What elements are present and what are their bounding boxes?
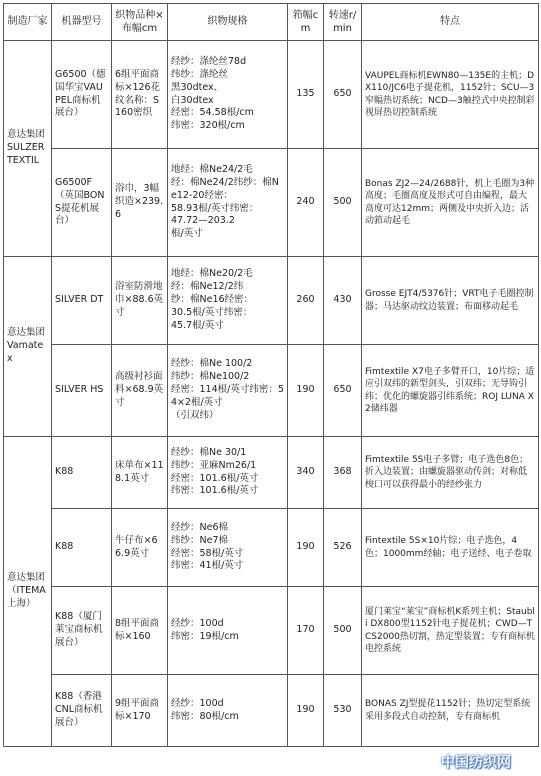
table-row: [4, 675, 539, 747]
header-model: 机器型号: [52, 4, 112, 41]
features-cell: Fimtextile 5S电子多臂；电子选色8色；折入边装置；由螺旋器驱动传剑；对称低梭口可以获得最小的经纱张力: [362, 437, 539, 509]
model-cell: K88（厦门莱宝商标机展台）: [52, 587, 112, 675]
maker-cell: 意达集团（ITEMA上海）: [4, 437, 52, 747]
spec-text: 经纱：棉Ne 30/1 纬纱：亚麻Nm26/1 经密：101.6根/英寸 纬密：101.6根/英寸: [171, 446, 259, 497]
speed-cell: 368: [324, 437, 362, 509]
fabric-cell: 9组平面商标×170: [112, 675, 168, 747]
spec-cell: [168, 345, 288, 437]
features-cell: Grosse EJT4/5376针；VRT电子毛圈控制器；马达驱动纹边装置；布面移动起毛: [362, 257, 539, 345]
reed-cell: 190: [288, 345, 324, 437]
table-row: [4, 509, 539, 587]
header-spec: 织物规格: [168, 4, 288, 41]
spec-cell: [168, 587, 288, 675]
header-speed: 转速r/min: [324, 4, 362, 41]
watermark-logo: 中国纺织网: [441, 755, 511, 771]
features-cell: 厦门莱宝“莱宝”商标机K系列主机；Staubli DX800型1152针电子提花机；CWD—TCS2000热切割，热定型装置；专有商标机电控系统: [362, 587, 539, 675]
fabric-cell: 6组平面商标×126花纹名称：S160密织: [112, 41, 168, 149]
features-cell: VAUPEL商标机EWN80—135E的主机；DX110/JC6电子提花机，1152针；SCU—3窄幅热切系统；NCD—3触控式中央控制彩视屏热切控制系统: [362, 41, 539, 149]
spec-text: 地经：棉Ne20/2毛 经：棉Ne12/2纬 纱：棉Ne16经密： 30.5根/英寸纬密： 45.7根/英寸: [171, 268, 254, 331]
header-maker: 制造厂家: [4, 4, 52, 41]
reed-cell: 190: [288, 509, 324, 587]
speed-cell: 530: [324, 675, 362, 747]
fabric-cell: 浴室防滑地巾×88.6英寸: [112, 257, 168, 345]
fabric-cell: 8组平面商标×160: [112, 587, 168, 675]
table-row: [4, 437, 539, 509]
features-cell: BONAS ZJ型提花1152针；热切定型系统采用多段式自动控制，专有商标机: [362, 675, 539, 747]
reed-cell: 190: [288, 675, 324, 747]
header-row: [4, 4, 539, 41]
speed-cell: 500: [324, 587, 362, 675]
spec-cell: [168, 41, 288, 149]
spec-text: 地经：棉Ne24/2毛 经：棉Ne24/2纬纱：棉Ne12-20经密： 58.93根/英寸纬密： 47.72—203.2 根/英寸: [171, 164, 279, 240]
model-cell: G6500（德国华宝VAUPEL商标机展台）: [52, 41, 112, 149]
model-cell: K88: [52, 509, 112, 587]
spec-cell: [168, 437, 288, 509]
header-reed: 筘幅cm: [288, 4, 324, 41]
speed-cell: 500: [324, 149, 362, 257]
spec-text: 经纱：100d 纬密：19根/cm: [171, 617, 239, 642]
reed-cell: 260: [288, 257, 324, 345]
fabric-cell: 高级衬衫面料×68.9英寸: [112, 345, 168, 437]
maker-cell: 意达集团Vamatex: [4, 257, 52, 437]
spec-text: 经纱：涤纶丝78d 纬纱：涤纶丝 黑30dtex、 白30dtex 经密：54.58根/cm 纬密：320根/cm: [171, 56, 254, 132]
spec-cell: [168, 509, 288, 587]
model-cell: SILVER HS: [52, 345, 112, 437]
reed-cell: 135: [288, 41, 324, 149]
model-cell: SILVER DT: [52, 257, 112, 345]
fabric-cell: 牛仔布×66.9英寸: [112, 509, 168, 587]
table-row: [4, 41, 539, 149]
spec-cell: [168, 257, 288, 345]
reed-cell: 170: [288, 587, 324, 675]
header-features: 特点: [362, 4, 539, 41]
spec-text: 经纱：棉Ne 100/2 纬纱：棉Ne100/2 经密：114根/英寸纬密：54×2根/英寸 （引双纬）: [171, 358, 284, 421]
maker-cell: 意达集团SULZER TEXTIL: [4, 41, 52, 257]
speed-cell: 650: [324, 41, 362, 149]
speed-cell: 650: [324, 345, 362, 437]
spec-cell: [168, 675, 288, 747]
features-cell: Fimtextile X7电子多臂开口，10片综；适应引双纬的新型剑头，引双纬；无导钩引纬；优化的螺旋器引纬系统；ROJ LUNA X2储纬器: [362, 345, 539, 437]
speed-cell: 430: [324, 257, 362, 345]
features-cell: Fintextile 5S×10片综；电子选色，4色；1000mm经轴；电子送经、电子卷取: [362, 509, 539, 587]
features-cell: Bonas ZJ2—24/2688针，机上毛圈为3种高度；毛圈高度及形式可自由编程，最大高度可达12mm；两侧及中央折入边；活动筘动起毛: [362, 149, 539, 257]
table-row: [4, 587, 539, 675]
reed-cell: 340: [288, 437, 324, 509]
spec-cell: [168, 149, 288, 257]
reed-cell: 240: [288, 149, 324, 257]
model-cell: G6500F（英国BONS提花机展台）: [52, 149, 112, 257]
spec-text: 经纱：100d 纬密：80根/cm: [171, 697, 239, 722]
table-row: [4, 149, 539, 257]
fabric-cell: 浴巾，3幅织造×239.6: [112, 149, 168, 257]
fabric-cell: 床单布×118.1英寸: [112, 437, 168, 509]
model-cell: K88: [52, 437, 112, 509]
loom-spec-table: [3, 3, 539, 747]
spec-text: 经纱：Ne6棉 纬纱：Ne7棉 经密：58根/英寸 纬密：41根/英寸: [171, 521, 244, 572]
table-row: [4, 345, 539, 437]
header-fabric: 织物品种×布幅cm: [112, 4, 168, 41]
table-row: [4, 257, 539, 345]
model-cell: K88（香港CNL商标机展台）: [52, 675, 112, 747]
speed-cell: 526: [324, 509, 362, 587]
